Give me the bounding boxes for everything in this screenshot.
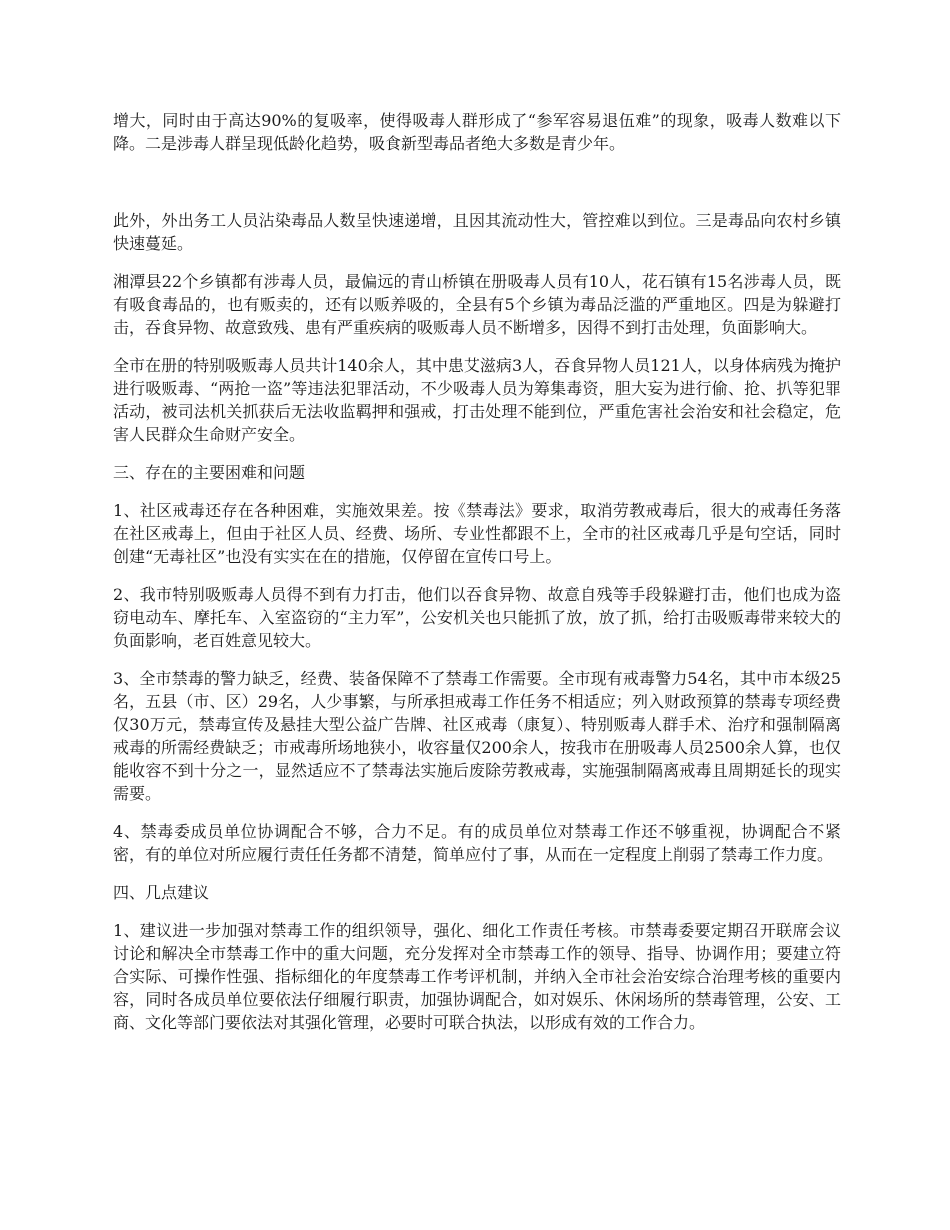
section-heading-problems: 三、存在的主要困难和问题 — [113, 463, 306, 482]
paragraph-problem-1: 1、社区戒毒还存在各种困难，实施效果差。按《禁毒法》要求，取消劳教戒毒后，很大的戒毒任务落在社区戒毒上，但由于社区人员、经费、场所、专业性都跟不上，全市的社区戒毒几乎是句空话，同时创建“无毒社区”也没有实实在在的措施，仅停留在宣传口号上。 — [113, 501, 841, 566]
paragraph-xiangtan-county: 湘潭县22个乡镇都有涉毒人员，最偏远的青山桥镇在册吸毒人员有10人，花石镇有15名涉毒人员，既有吸食毒品的，也有贩卖的，还有以贩养吸的，全县有5个乡镇为毒品泛滥的严重地区。四是为躲避打击，吞食异物、故意致残、患有严重疾病的吸贩毒人员不断增多，因得不到打击处理，负面影响大。 — [113, 272, 841, 337]
paragraph-drug-population: 增大，同时由于高达90%的复吸率，使得吸毒人群形成了“参军容易退伍难”的现象，吸毒人数难以下降。二是涉毒人群呈现低龄化趋势，吸食新型毒品者绝大多数是青少年。 — [113, 111, 841, 153]
paragraph-problem-3: 3、全市禁毒的警力缺乏，经费、装备保障不了禁毒工作需要。全市现有戒毒警力54名，其中市本级25名，五县（市、区）29名，人少事繁，与所承担戒毒工作任务不相适应；列入财政预算的禁毒专项经费仅30万元，禁毒宣传及悬挂大型公益广告牌、社区戒毒（康复）、特别贩毒人群手术、治疗和强制隔离戒毒的所需经费缺乏；市戒毒所场地狭小，收容量仅200余人，按我市在册吸毒人员2500余人算，也仅能收容不到十分之一，显然适应不了禁毒法实施后废除劳教戒毒，实施强制隔离戒毒且周期延长的现实需要。 — [113, 669, 841, 803]
paragraph-problem-4: 4、禁毒委成员单位协调配合不够，合力不足。有的成员单位对禁毒工作还不够重视，协调配合不紧密，有的单位对所应履行责任任务都不清楚，简单应付了事，从而在一定程度上削弱了禁毒工作力度。 — [113, 822, 841, 864]
paragraph-special-offenders: 全市在册的特别吸贩毒人员共计140余人，其中患艾滋病3人，吞食异物人员121人，以身体病残为掩护进行吸贩毒、“两抢一盗”等违法犯罪活动，不少吸毒人员为筹集毒资，胆大妄为进行偷、抢、扒等犯罪活动，被司法机关抓获后无法收监羁押和强戒，打击处理不能到位，严重危害社会治安和社会稳定，危害人民群众生命财产安全。 — [113, 356, 841, 444]
paragraph-problem-2: 2、我市特别吸贩毒人员得不到有力打击，他们以吞食异物、故意自残等手段躲避打击，他们也成为盗窃电动车、摩托车、入室盗窃的“主力军”，公安机关也只能抓了放，放了抓，给打击吸贩毒带来较大的负面影响，老百姓意见较大。 — [113, 585, 841, 650]
document-body — [113, 109, 841, 1049]
paragraph-migrant-workers: 此外，外出务工人员沾染毒品人数呈快速递增，且因其流动性大，管控难以到位。三是毒品向农村乡镇快速蔓延。 — [113, 211, 841, 253]
section-heading-suggestions: 四、几点建议 — [113, 883, 210, 902]
paragraph-suggestion-1: 1、建议进一步加强对禁毒工作的组织领导，强化、细化工作责任考核。市禁毒委要定期召开联席会议讨论和解决全市禁毒工作中的重大问题，充分发挥对全市禁毒工作的领导、指导、协调作用；要建立符合实际、可操作性强、指标细化的年度禁毒工作考评机制，并纳入全市社会治安综合治理考核的重要内容，同时各成员单位要依法仔细履行职责，加强协调配合，如对娱乐、休闲场所的禁毒管理，公安、工商、文化等部门要依法对其强化管理，必要时可联合执法，以形成有效的工作合力。 — [113, 921, 841, 1032]
